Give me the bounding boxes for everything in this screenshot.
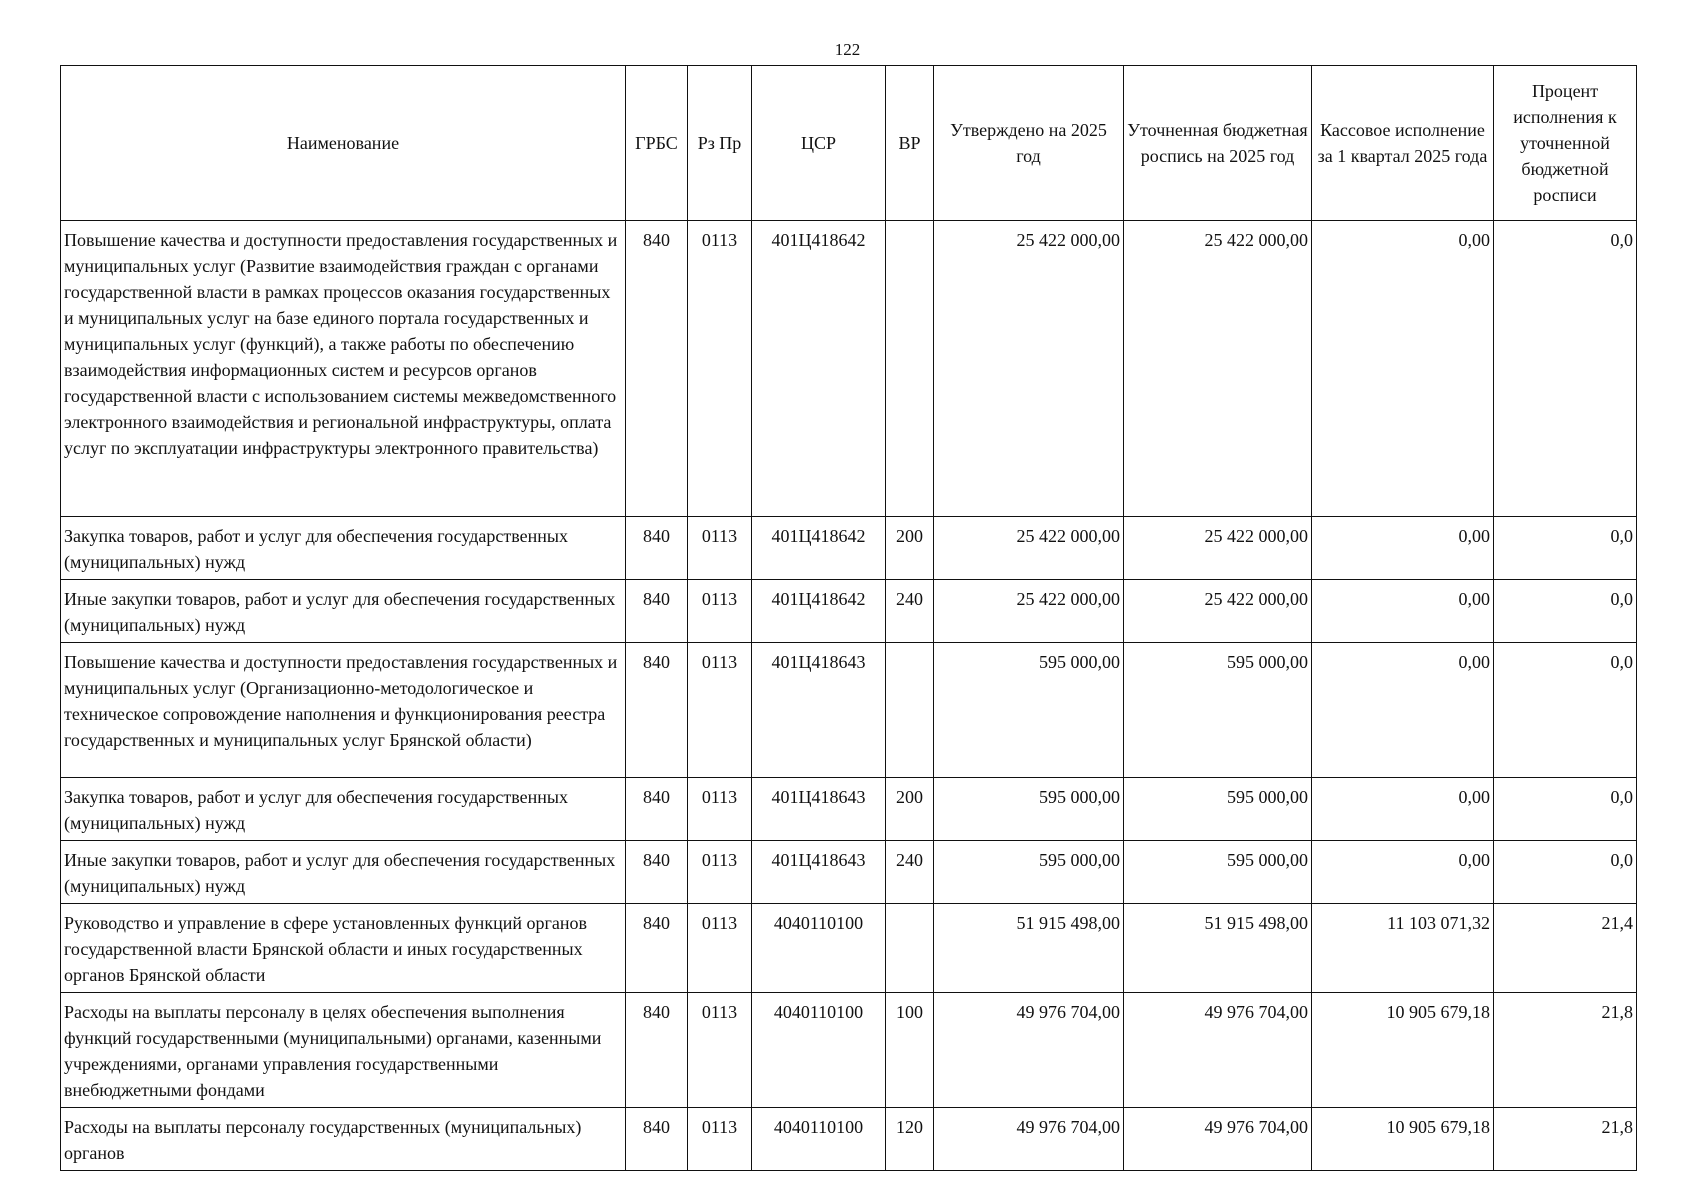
cell-csr: 401Ц418643 xyxy=(752,643,886,778)
cell-cash: 0,00 xyxy=(1312,580,1494,643)
table-row xyxy=(61,1108,1637,1171)
cell-rzpr: 0113 xyxy=(688,993,752,1108)
cell-grbs: 840 xyxy=(626,1108,688,1171)
cell-percent: 21,8 xyxy=(1494,993,1637,1108)
cell-csr: 401Ц418642 xyxy=(752,580,886,643)
cell-grbs: 840 xyxy=(626,517,688,580)
table-row xyxy=(61,993,1637,1108)
cell-cash: 11 103 071,32 xyxy=(1312,904,1494,993)
cell-approved: 595 000,00 xyxy=(934,643,1124,778)
cell-percent: 0,0 xyxy=(1494,643,1637,778)
cell-refined: 51 915 498,00 xyxy=(1124,904,1312,993)
cell-approved: 49 976 704,00 xyxy=(934,993,1124,1108)
cell-rzpr: 0113 xyxy=(688,580,752,643)
cell-percent: 0,0 xyxy=(1494,517,1637,580)
cell-percent: 0,0 xyxy=(1494,221,1637,517)
cell-vr: 120 xyxy=(886,1108,934,1171)
cell-percent: 21,4 xyxy=(1494,904,1637,993)
column-header-percent: Процент исполнения к уточненной бюджетной росписи xyxy=(1494,66,1637,221)
cell-refined: 595 000,00 xyxy=(1124,643,1312,778)
column-header-vr: ВР xyxy=(886,66,934,221)
cell-approved: 25 422 000,00 xyxy=(934,517,1124,580)
cell-name: Закупка товаров, работ и услуг для обеспечения государственных (муниципальных) нужд xyxy=(61,517,626,580)
cell-rzpr: 0113 xyxy=(688,221,752,517)
cell-percent: 0,0 xyxy=(1494,841,1637,904)
cell-approved: 25 422 000,00 xyxy=(934,221,1124,517)
table-row xyxy=(61,904,1637,993)
cell-cash: 0,00 xyxy=(1312,778,1494,841)
cell-approved: 595 000,00 xyxy=(934,841,1124,904)
cell-percent: 0,0 xyxy=(1494,778,1637,841)
table-row xyxy=(61,778,1637,841)
cell-grbs: 840 xyxy=(626,993,688,1108)
cell-csr: 401Ц418642 xyxy=(752,221,886,517)
cell-refined: 25 422 000,00 xyxy=(1124,221,1312,517)
budget-table xyxy=(60,65,1637,1171)
page-number: 122 xyxy=(834,40,861,59)
cell-name: Закупка товаров, работ и услуг для обеспечения государственных (муниципальных) нужд xyxy=(61,778,626,841)
cell-refined: 595 000,00 xyxy=(1124,841,1312,904)
cell-percent: 21,8 xyxy=(1494,1108,1637,1171)
cell-csr: 4040110100 xyxy=(752,993,886,1108)
column-header-name: Наименование xyxy=(61,66,626,221)
cell-refined: 25 422 000,00 xyxy=(1124,580,1312,643)
cell-approved: 595 000,00 xyxy=(934,778,1124,841)
cell-cash: 10 905 679,18 xyxy=(1312,1108,1494,1171)
cell-refined: 49 976 704,00 xyxy=(1124,993,1312,1108)
cell-refined: 49 976 704,00 xyxy=(1124,1108,1312,1171)
cell-vr xyxy=(886,904,934,993)
cell-name: Иные закупки товаров, работ и услуг для обеспечения государственных (муниципальных) нужд xyxy=(61,841,626,904)
column-header-grbs: ГРБС xyxy=(626,66,688,221)
cell-name: Расходы на выплаты персоналу в целях обеспечения выполнения функций государственными (муниципальными) органами, казенными учреждениями, органами управления государственными внебюджетными фондами xyxy=(61,993,626,1108)
cell-csr: 401Ц418643 xyxy=(752,778,886,841)
cell-csr: 401Ц418642 xyxy=(752,517,886,580)
table-row xyxy=(61,221,1637,517)
cell-rzpr: 0113 xyxy=(688,778,752,841)
column-header-refined: Уточненная бюджетная роспись на 2025 год xyxy=(1124,66,1312,221)
cell-refined: 25 422 000,00 xyxy=(1124,517,1312,580)
cell-grbs: 840 xyxy=(626,221,688,517)
column-header-approved: Утверждено на 2025 год xyxy=(934,66,1124,221)
cell-name: Руководство и управление в сфере установленных функций органов государственной власти Брянской области и иных государственных органов Брянской области xyxy=(61,904,626,993)
cell-grbs: 840 xyxy=(626,580,688,643)
cell-name: Расходы на выплаты персоналу государственных (муниципальных) органов xyxy=(61,1108,626,1171)
cell-cash: 10 905 679,18 xyxy=(1312,993,1494,1108)
cell-csr: 401Ц418643 xyxy=(752,841,886,904)
column-header-csr: ЦСР xyxy=(752,66,886,221)
cell-grbs: 840 xyxy=(626,643,688,778)
cell-vr xyxy=(886,643,934,778)
cell-vr xyxy=(886,221,934,517)
table-row xyxy=(61,643,1637,778)
column-header-rzpr: Рз Пр xyxy=(688,66,752,221)
header-row xyxy=(61,66,1637,221)
table-row xyxy=(61,517,1637,580)
cell-rzpr: 0113 xyxy=(688,1108,752,1171)
cell-vr: 240 xyxy=(886,580,934,643)
cell-rzpr: 0113 xyxy=(688,643,752,778)
cell-grbs: 840 xyxy=(626,841,688,904)
cell-cash: 0,00 xyxy=(1312,221,1494,517)
cell-cash: 0,00 xyxy=(1312,643,1494,778)
cell-vr: 240 xyxy=(886,841,934,904)
cell-grbs: 840 xyxy=(626,904,688,993)
cell-cash: 0,00 xyxy=(1312,517,1494,580)
cell-grbs: 840 xyxy=(626,778,688,841)
cell-approved: 49 976 704,00 xyxy=(934,1108,1124,1171)
cell-cash: 0,00 xyxy=(1312,841,1494,904)
cell-rzpr: 0113 xyxy=(688,517,752,580)
table-row xyxy=(61,841,1637,904)
cell-name: Иные закупки товаров, работ и услуг для обеспечения государственных (муниципальных) нужд xyxy=(61,580,626,643)
cell-name: Повышение качества и доступности предоставления государственных и муниципальных услуг (Развитие взаимодействия граждан с органами государственной власти в рамках процессов оказания государственных и муниципальных услуг на базе единого портала государственных и муниципальных услуг (функций), а также работы по обеспечению взаимодействия информационных систем и ресурсов органов государственной власти с использованием системы межведомственного электронного взаимодействия и региональной инфраструктуры, оплата услуг по эксплуатации инфраструктуры электронного правительства) xyxy=(61,221,626,517)
cell-approved: 25 422 000,00 xyxy=(934,580,1124,643)
cell-vr: 100 xyxy=(886,993,934,1108)
cell-vr: 200 xyxy=(886,517,934,580)
cell-approved: 51 915 498,00 xyxy=(934,904,1124,993)
cell-csr: 4040110100 xyxy=(752,904,886,993)
cell-refined: 595 000,00 xyxy=(1124,778,1312,841)
cell-csr: 4040110100 xyxy=(752,1108,886,1171)
cell-rzpr: 0113 xyxy=(688,841,752,904)
cell-name: Повышение качества и доступности предоставления государственных и муниципальных услуг (Организационно-методологическое и техническое сопровождение наполнения и функционирования реестра государственных и муниципальных услуг Брянской области) xyxy=(61,643,626,778)
cell-percent: 0,0 xyxy=(1494,580,1637,643)
column-header-cash: Кассовое исполнение за 1 квартал 2025 года xyxy=(1312,66,1494,221)
cell-rzpr: 0113 xyxy=(688,904,752,993)
table-row xyxy=(61,580,1637,643)
cell-vr: 200 xyxy=(886,778,934,841)
